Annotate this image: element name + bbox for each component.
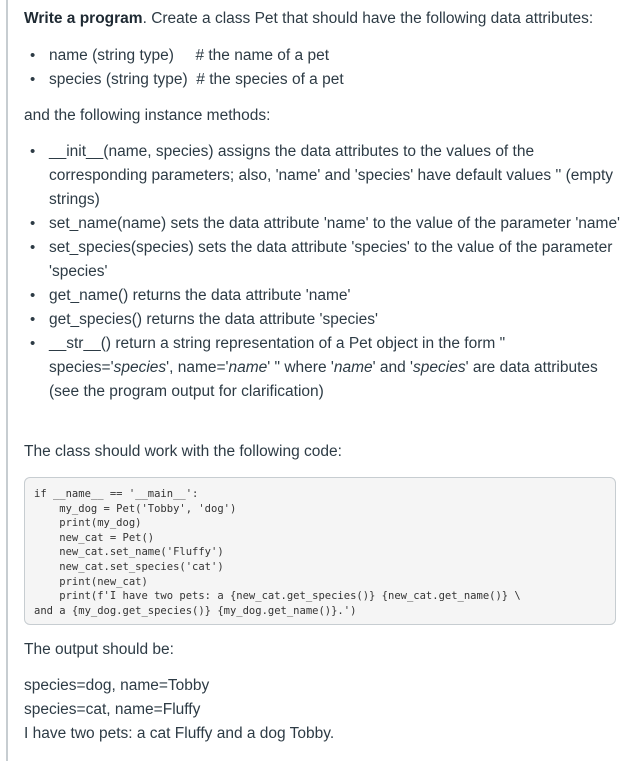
method-text-italic: name — [228, 359, 268, 376]
attribute-text: name (string type) # the name of a pet — [49, 47, 330, 64]
method-text: ', name=' — [166, 359, 229, 376]
output-line: I have two pets: a cat Fluffy and a dog Tobby. — [24, 725, 335, 742]
method-item — [24, 140, 624, 212]
method-text: get_name() returns the data attribute 'name' — [49, 287, 351, 304]
left-border — [6, 0, 8, 761]
method-item — [24, 236, 624, 284]
method-text-italic: species — [113, 359, 167, 376]
method-text: ' and ' — [372, 359, 414, 376]
method-text-italic: species — [413, 359, 466, 376]
method-text: set_name(name) sets the data attribute 'name' to the value of the parameter 'name' — [49, 215, 621, 232]
output-block — [24, 674, 334, 746]
method-list — [24, 140, 624, 404]
output-line: species=cat, name=Fluffy — [24, 701, 201, 718]
attribute-list — [24, 44, 344, 92]
method-item — [24, 308, 624, 332]
title-rest: . Create a class Pet that should have the following data attributes: — [142, 10, 594, 27]
title-bold: Write a program — [24, 10, 143, 27]
method-text: set_species(species) sets the data attribute 'species' to the value of the parameter 'species' — [49, 239, 613, 280]
attribute-text: species (string type) # the species of a pet — [49, 71, 344, 88]
output-line: species=dog, name=Tobby — [24, 677, 210, 694]
method-text: ' " where ' — [267, 359, 334, 376]
method-text-italic: name — [333, 359, 373, 376]
attribute-item — [24, 68, 344, 92]
attribute-item — [24, 44, 344, 68]
code-text: if __name__ == '__main__': my_dog = Pet('Tobby', 'dog') print(my_dog) new_cat = Pet() new_cat.set_name('Fluffy') new_cat.set_species('cat') print(new_cat) print(f'I have two pets: a {new_cat.get_species()} {new_cat.get_name()} \ and a {my_dog.get_species()} {my_dog.get_name()}.') — [34, 488, 521, 617]
output-intro: The output should be: — [24, 641, 174, 658]
method-item — [24, 284, 624, 308]
problem-title — [24, 7, 593, 31]
code-block — [24, 477, 616, 625]
method-text: get_species() returns the data attribute 'species' — [49, 311, 379, 328]
method-text: __init__(name, species) assigns the data attributes to the values of the corresponding parameters; also, 'name' and 'species' have default values '' (empty strings) — [49, 143, 614, 208]
code-intro: The class should work with the following code: — [24, 443, 342, 460]
method-item — [24, 212, 624, 236]
method-text: ' are data attributes (see the program output for clarification) — [49, 359, 598, 400]
method-text: __str__() return a string representation of a Pet object in the form " species=' — [49, 335, 506, 376]
methods-intro: and the following instance methods: — [24, 107, 271, 124]
method-item — [24, 332, 624, 404]
